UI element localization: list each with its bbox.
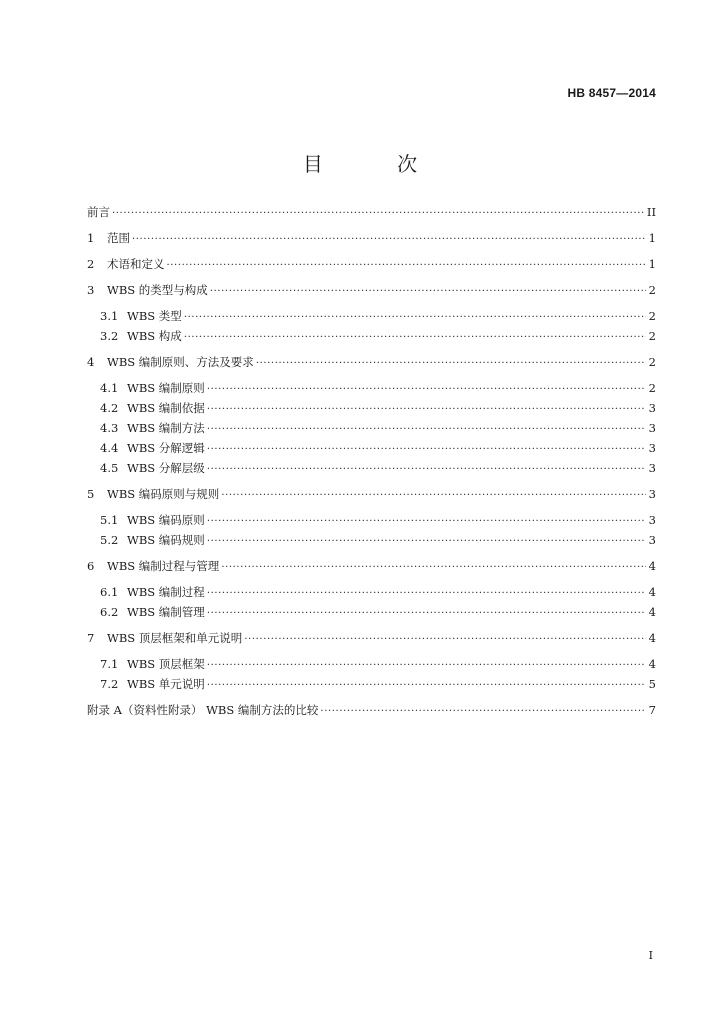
toc-leader-dots bbox=[207, 608, 646, 619]
toc-entry-label: WBS 分解逻辑 bbox=[127, 441, 205, 455]
toc-entry-label: WBS 编制过程与管理 bbox=[107, 559, 220, 573]
toc-entry-number: 1 bbox=[87, 231, 95, 245]
toc-entry-label: WBS 编制管理 bbox=[127, 605, 205, 619]
toc-entry[interactable] bbox=[87, 400, 656, 420]
toc-entry-label: WBS 类型 bbox=[127, 309, 182, 323]
toc-entry[interactable] bbox=[87, 420, 656, 440]
toc-entry-page: 2 bbox=[648, 355, 656, 369]
standard-code: HB 8457—2014 bbox=[567, 86, 656, 100]
toc-entry-number: 6 bbox=[87, 559, 95, 573]
page-number: I bbox=[648, 949, 653, 962]
toc-entry-page: 2 bbox=[648, 309, 656, 323]
toc-entry-page: 4 bbox=[648, 631, 656, 645]
toc-entry[interactable] bbox=[87, 230, 656, 250]
toc-entry-label: WBS 的类型与构成 bbox=[107, 283, 208, 297]
toc-entry[interactable] bbox=[87, 380, 656, 400]
toc-entry[interactable] bbox=[87, 656, 656, 676]
toc-leader-dots bbox=[221, 562, 646, 573]
toc-leader-dots bbox=[244, 634, 646, 645]
toc-entry[interactable] bbox=[87, 630, 656, 650]
toc-entry[interactable] bbox=[87, 532, 656, 552]
toc-entry-label: WBS 编制过程 bbox=[127, 585, 205, 599]
toc-entry[interactable] bbox=[87, 584, 656, 604]
toc-entry-number: 5.1 bbox=[100, 513, 119, 527]
toc-leader-dots bbox=[207, 444, 646, 455]
toc-entry[interactable] bbox=[87, 440, 656, 460]
toc-entry-number: 3.1 bbox=[100, 309, 119, 323]
toc-leader-dots bbox=[167, 260, 647, 271]
toc-entry[interactable] bbox=[87, 604, 656, 624]
toc-entry-page: 4 bbox=[648, 585, 656, 599]
toc-entry-label: WBS 编制原则 bbox=[127, 381, 205, 395]
toc-entry-label: WBS 编制方法 bbox=[127, 421, 205, 435]
toc-leader-dots bbox=[112, 208, 645, 219]
toc-entry-page: 2 bbox=[648, 381, 656, 395]
toc-entry-label: 术语和定义 bbox=[107, 257, 165, 271]
toc-entry[interactable] bbox=[87, 558, 656, 578]
toc-leader-dots bbox=[207, 588, 646, 599]
toc-leader-dots bbox=[221, 490, 646, 501]
toc-leader-dots bbox=[184, 332, 646, 343]
toc-entry-page: II bbox=[646, 205, 656, 219]
toc-entry-number: 7 bbox=[87, 631, 95, 645]
toc-entry-page: 4 bbox=[648, 605, 656, 619]
toc-entry-label: WBS 编制依据 bbox=[127, 401, 205, 415]
toc-entry-number: 4.3 bbox=[100, 421, 119, 435]
toc-leader-dots bbox=[207, 660, 646, 671]
toc-entry-number: 2 bbox=[87, 257, 95, 271]
toc-entry-page: 3 bbox=[648, 401, 656, 415]
toc-entry-page: 3 bbox=[648, 533, 656, 547]
toc-entry-number: 5.2 bbox=[100, 533, 119, 547]
toc-entry-page: 4 bbox=[648, 657, 656, 671]
toc-entry-page: 3 bbox=[648, 421, 656, 435]
toc-entry-label: 前言 bbox=[87, 205, 110, 219]
toc-entry-number: 3 bbox=[87, 283, 95, 297]
toc-entry[interactable] bbox=[87, 204, 656, 224]
toc-entry[interactable] bbox=[87, 460, 656, 480]
table-of-contents bbox=[87, 204, 656, 722]
toc-entry[interactable] bbox=[87, 328, 656, 348]
toc-entry-page: 2 bbox=[648, 329, 656, 343]
toc-entry[interactable] bbox=[87, 702, 656, 722]
toc-entry-number: 5 bbox=[87, 487, 95, 501]
toc-entry[interactable] bbox=[87, 308, 656, 328]
toc-entry[interactable] bbox=[87, 354, 656, 374]
toc-entry-label: WBS 编码规则 bbox=[127, 533, 205, 547]
page-title: 目 次 bbox=[302, 152, 452, 176]
toc-entry-label: WBS 编制原则、方法及要求 bbox=[107, 355, 254, 369]
toc-entry-page: 3 bbox=[648, 461, 656, 475]
toc-entry-number: 4.4 bbox=[100, 441, 119, 455]
toc-entry-page: 3 bbox=[648, 513, 656, 527]
toc-leader-dots bbox=[207, 384, 646, 395]
toc-leader-dots bbox=[320, 706, 646, 717]
toc-entry-label: WBS 构成 bbox=[127, 329, 182, 343]
toc-entry-number: 4.5 bbox=[100, 461, 119, 475]
toc-leader-dots bbox=[207, 424, 646, 435]
toc-leader-dots bbox=[256, 358, 646, 369]
toc-entry-page: 1 bbox=[648, 231, 656, 245]
toc-entry-label: WBS 顶层框架和单元说明 bbox=[107, 631, 243, 645]
toc-leader-dots bbox=[207, 536, 646, 547]
toc-entry-page: 5 bbox=[648, 677, 656, 691]
toc-leader-dots bbox=[207, 680, 646, 691]
toc-entry-number: 6.1 bbox=[100, 585, 119, 599]
toc-entry-page: 1 bbox=[648, 257, 656, 271]
toc-entry[interactable] bbox=[87, 512, 656, 532]
toc-entry-number: 6.2 bbox=[100, 605, 119, 619]
toc-entry-page: 2 bbox=[648, 283, 656, 297]
toc-leader-dots bbox=[207, 404, 646, 415]
toc-entry-label: WBS 分解层级 bbox=[127, 461, 205, 475]
toc-entry[interactable] bbox=[87, 486, 656, 506]
toc-entry-page: 4 bbox=[648, 559, 656, 573]
toc-leader-dots bbox=[207, 464, 646, 475]
toc-entry-label: WBS 顶层框架 bbox=[127, 657, 205, 671]
toc-entry-page: 3 bbox=[648, 487, 656, 501]
toc-entry-label: WBS 编码原则 bbox=[127, 513, 205, 527]
toc-leader-dots bbox=[132, 234, 646, 245]
toc-entry-number: 3.2 bbox=[100, 329, 119, 343]
toc-leader-dots bbox=[207, 516, 646, 527]
toc-entry-label: 范围 bbox=[107, 231, 130, 245]
toc-entry-number: 4.2 bbox=[100, 401, 119, 415]
toc-entry-page: 7 bbox=[648, 703, 656, 717]
toc-entry[interactable] bbox=[87, 256, 656, 276]
toc-entry-number: 7.2 bbox=[100, 677, 119, 691]
toc-entry-page: 3 bbox=[648, 441, 656, 455]
toc-entry-label: WBS 单元说明 bbox=[127, 677, 205, 691]
toc-entry-label: 附录 A（资料性附录） WBS 编制方法的比较 bbox=[87, 703, 319, 717]
toc-leader-dots bbox=[210, 286, 646, 297]
toc-entry-number: 4 bbox=[87, 355, 95, 369]
toc-entry-label: WBS 编码原则与规则 bbox=[107, 487, 220, 501]
toc-entry-number: 7.1 bbox=[100, 657, 119, 671]
toc-entry[interactable] bbox=[87, 676, 656, 696]
toc-entry-number: 4.1 bbox=[100, 381, 119, 395]
toc-entry[interactable] bbox=[87, 282, 656, 302]
toc-leader-dots bbox=[184, 312, 646, 323]
